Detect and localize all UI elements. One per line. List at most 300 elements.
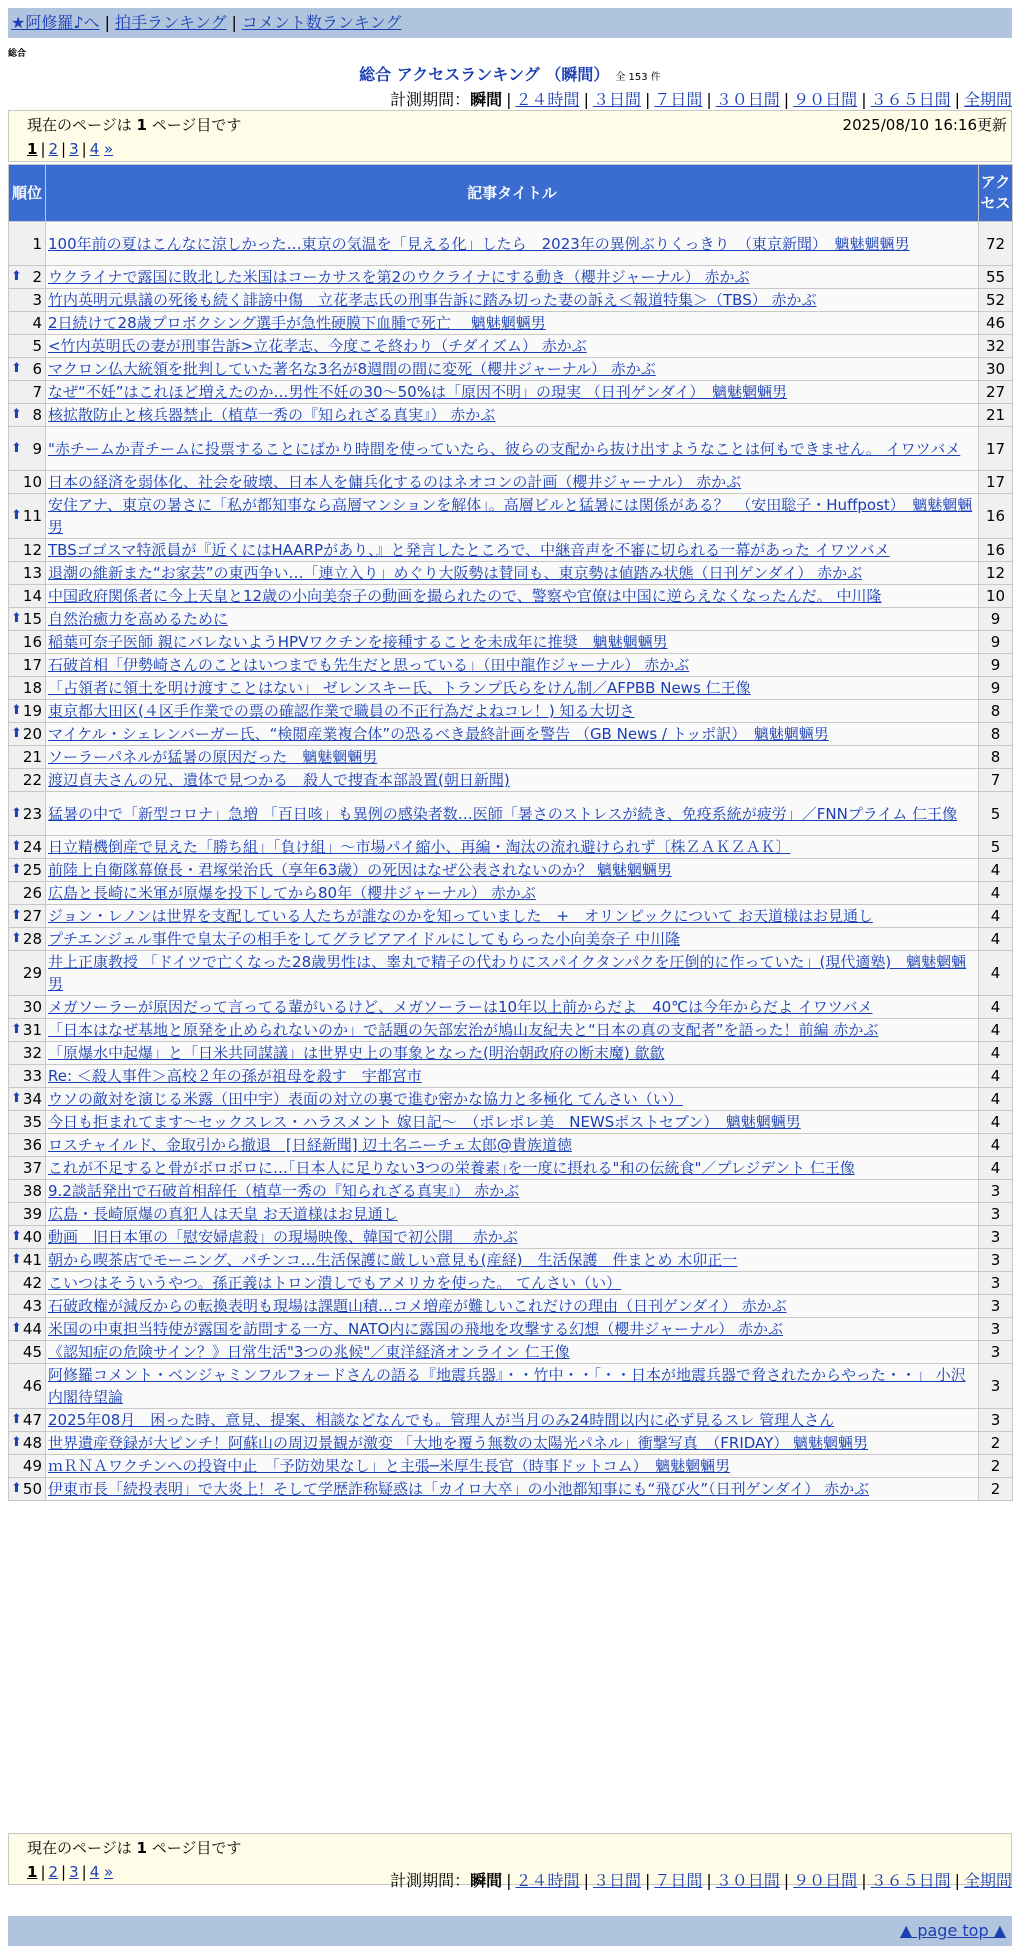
title-cell bbox=[46, 427, 979, 471]
ranking-table bbox=[8, 164, 1013, 1501]
rank-cell bbox=[9, 1318, 46, 1341]
page-link[interactable]: 4 bbox=[89, 1863, 100, 1881]
article-link[interactable]: こいつはそういうやつ。孫正義はトロン潰しでもアメリカを使った。 てんさい（い） bbox=[48, 1274, 622, 1292]
up-arrow-icon: ⬆ bbox=[11, 269, 22, 284]
current-page-number: 1 bbox=[136, 1839, 147, 1857]
pagination-separator: | bbox=[81, 1863, 87, 1881]
access-count: 55 bbox=[979, 266, 1013, 289]
title-cell bbox=[46, 882, 979, 905]
col-title-header: 記事タイトル bbox=[46, 165, 979, 222]
rank-number: 21 bbox=[22, 748, 42, 766]
access-count: 46 bbox=[979, 312, 1013, 335]
table-row bbox=[9, 792, 1013, 836]
article-link[interactable]: 動画 旧日本軍の「慰安婦虐殺」の現場映像、韓国で初公開 赤かぶ bbox=[48, 1228, 518, 1246]
rank-number: 1 bbox=[32, 234, 42, 253]
table-row bbox=[9, 677, 1013, 700]
period-separator: | bbox=[706, 1871, 712, 1890]
period-link[interactable]: ３６５日間 bbox=[870, 90, 951, 109]
title-cell bbox=[46, 358, 979, 381]
access-count: 4 bbox=[979, 1042, 1013, 1065]
title-cell bbox=[46, 1478, 979, 1501]
title-cell bbox=[46, 723, 979, 746]
up-arrow-icon: ⬆ bbox=[11, 1091, 22, 1106]
table-header-row bbox=[9, 165, 1013, 222]
rank-number: 3 bbox=[32, 291, 42, 309]
article-link[interactable]: 安住アナ、東京の暑さに「私が都知事なら高層マンションを解体」。高層ビルと猛暑には関係がある？ （安田聡子・Huffpost） 魑魅魍魎男 bbox=[48, 496, 973, 536]
table-row bbox=[9, 539, 1013, 562]
rank-number: 12 bbox=[22, 541, 42, 559]
rank-cell bbox=[9, 427, 46, 471]
access-count: 8 bbox=[979, 700, 1013, 723]
title-cell bbox=[46, 1226, 979, 1249]
table-row bbox=[9, 769, 1013, 792]
title-cell bbox=[46, 654, 979, 677]
article-link[interactable]: 「原爆水中起爆」と「日米共同謀議」は世界史上の事象となった(明治朝政府の断末魔) 歙歙 bbox=[48, 1044, 665, 1062]
period-link[interactable]: ３日間 bbox=[592, 1871, 641, 1890]
footer-bar bbox=[8, 1916, 1012, 1946]
access-count: 16 bbox=[979, 494, 1013, 539]
access-count: 3 bbox=[979, 1318, 1013, 1341]
top-nav-bar bbox=[8, 8, 1012, 38]
access-count: 9 bbox=[979, 654, 1013, 677]
title-cell bbox=[46, 494, 979, 539]
article-link[interactable]: 日立精機倒産で見えた「勝ち組」「負け組」～市場パイ縮小、再編・淘汰の流れ避けられず〔株ＺＡＫＺＡＫ〕 bbox=[48, 838, 791, 856]
article-link[interactable]: 渡辺貞夫さんの兄、遺体で見つかる 殺人で捜査本部設置(朝日新聞) bbox=[48, 771, 510, 789]
col-access-header: アクセス bbox=[979, 165, 1013, 222]
period-link[interactable]: ７日間 bbox=[654, 1871, 703, 1890]
article-link[interactable]: 100年前の夏はこんなに涼しかった…東京の気温を「見える化」したら 2023年の異例ぶりくっきり （東京新聞） 魑魅魍魎男 bbox=[48, 234, 910, 253]
period-separator: | bbox=[506, 90, 512, 109]
rank-number: 15 bbox=[22, 610, 42, 628]
table-row bbox=[9, 312, 1013, 335]
rank-number: 33 bbox=[22, 1067, 42, 1085]
period-link[interactable]: ７日間 bbox=[654, 90, 703, 109]
rank-number: 47 bbox=[22, 1411, 42, 1429]
article-link[interactable]: 阿修羅コメント・ベンジャミンフルフォードさんの語る『地震兵器』・・竹中・・「・・日本が地震兵器で脅されたからやった・・」 小沢内閣待望論 bbox=[48, 1366, 966, 1406]
article-link[interactable]: メガソーラーが原因だって言ってる輩がいるけど、メガソーラーは10年以上前からだよ 40℃は今年からだよ イワツバメ bbox=[48, 998, 873, 1016]
rank-number: 18 bbox=[22, 679, 42, 697]
table-row bbox=[9, 700, 1013, 723]
article-link[interactable]: 東京都大田区(４区手作業での票の確認作業で職員の不正行為だよねコレ！) 知る大切さ bbox=[48, 702, 635, 720]
table-row bbox=[9, 1180, 1013, 1203]
page-link[interactable]: 3 bbox=[69, 140, 79, 158]
access-count: 3 bbox=[979, 1180, 1013, 1203]
access-count: 9 bbox=[979, 608, 1013, 631]
up-arrow-icon: ⬆ bbox=[11, 703, 22, 718]
article-link[interactable]: 猛暑の中で「新型コロナ」急増 「百日咳」も異例の感染者数…医師「暑さのストレスが続き、免疫系統が疲労」／FNNプライム 仁王像 bbox=[48, 804, 958, 823]
rank-number: 32 bbox=[22, 1044, 42, 1062]
table-row bbox=[9, 1157, 1013, 1180]
access-count: 17 bbox=[979, 471, 1013, 494]
rank-number: 19 bbox=[22, 702, 42, 720]
table-row bbox=[9, 859, 1013, 882]
table-row bbox=[9, 1455, 1013, 1478]
article-link[interactable]: 石破政権が減反からの転換表明も現場は課題山積…コメ増産が難しいこれだけの理由（日刊ゲンダイ） 赤かぶ bbox=[48, 1297, 787, 1315]
pagination-separator: | bbox=[40, 1863, 46, 1881]
article-link[interactable]: 広島・長崎原爆の真犯人は天皇 お天道様はお見通し bbox=[48, 1205, 398, 1223]
current-page-post: ページ目です bbox=[146, 1839, 242, 1857]
period-separator: | bbox=[783, 1871, 790, 1890]
rank-cell bbox=[9, 1295, 46, 1318]
article-link[interactable]: 前陸上自衛隊幕僚長・君塚栄治氏（享年63歳）の死因はなぜ公表されないのか？ 魑魅魍魎男 bbox=[48, 861, 672, 879]
period-link[interactable]: ２４時間 bbox=[515, 1871, 580, 1890]
access-count: 5 bbox=[979, 792, 1013, 836]
period-link[interactable]: 全期間 bbox=[963, 1871, 1012, 1890]
current-page-pre: 現在のページは bbox=[27, 1839, 137, 1857]
article-link[interactable]: なぜ“不妊”はこれほど増えたのか…男性不妊の30～50%は「原因不明」の現実 （日刊ゲンダイ） 魑魅魍魎男 bbox=[48, 383, 788, 401]
rank-number: 37 bbox=[22, 1159, 42, 1177]
rank-cell bbox=[9, 381, 46, 404]
table-row bbox=[9, 381, 1013, 404]
pagination-separator: | bbox=[40, 140, 46, 158]
article-link[interactable]: 核拡散防止と核兵器禁止（植草一秀の『知られざる真実』） 赤かぶ bbox=[48, 406, 496, 424]
rank-cell bbox=[9, 1455, 46, 1478]
title-cell bbox=[46, 746, 979, 769]
article-link[interactable]: プチエンジェル事件で皇太子の相手をしてグラビアアイドルにしてもらった小向美奈子 中川隆 bbox=[48, 930, 681, 948]
article-link[interactable]: 中国政府関係者に今上天皇と12歳の小向美奈子の動画を撮られたので、警察や官僚は中国に逆らえなくなったんだ。 中川隆 bbox=[48, 587, 882, 605]
table-row bbox=[9, 1134, 1013, 1157]
rank-number: 5 bbox=[32, 337, 42, 355]
table-row bbox=[9, 494, 1013, 539]
up-arrow-icon: ⬆ bbox=[11, 508, 22, 523]
title-cell bbox=[46, 951, 979, 996]
rank-number: 8 bbox=[32, 406, 42, 424]
rank-cell bbox=[9, 996, 46, 1019]
article-link[interactable]: ウソの敵対を演じる米露（田中宇）表面の対立の裏で進む密かな協力と多極化 てんさい（い） bbox=[48, 1090, 683, 1108]
page-link[interactable]: 3 bbox=[69, 1863, 79, 1881]
article-link[interactable]: "赤チームか青チームに投票することにばかり時間を使っていたら、彼らの支配から抜け出すようなことは何もできません。 イワツバメ bbox=[48, 439, 961, 458]
rank-cell bbox=[9, 1249, 46, 1272]
table-row bbox=[9, 1019, 1013, 1042]
title-cell bbox=[46, 1364, 979, 1409]
period-label: 計測期間： bbox=[390, 1871, 471, 1890]
rank-cell bbox=[9, 700, 46, 723]
table-row bbox=[9, 222, 1013, 266]
rank-number: 40 bbox=[22, 1228, 42, 1246]
period-selector-top bbox=[390, 87, 1012, 110]
access-count: 4 bbox=[979, 1019, 1013, 1042]
access-count: 4 bbox=[979, 1134, 1013, 1157]
updated-time: 2025/08/10 16:16更新 bbox=[842, 116, 1007, 134]
table-row bbox=[9, 471, 1013, 494]
page-link-current[interactable]: 1 bbox=[27, 140, 38, 158]
page-link[interactable]: 2 bbox=[48, 1863, 59, 1881]
title-cell bbox=[46, 1341, 979, 1364]
category-label: 総合 bbox=[8, 49, 27, 59]
page-top-link[interactable]: ▲ page top ▲ bbox=[899, 1921, 1006, 1940]
title-cell bbox=[46, 928, 979, 951]
rank-number: 14 bbox=[22, 587, 42, 605]
period-separator: | bbox=[706, 90, 712, 109]
rank-cell bbox=[9, 1111, 46, 1134]
access-count: 12 bbox=[979, 562, 1013, 585]
page-info-top bbox=[8, 110, 1012, 162]
table-row bbox=[9, 1042, 1013, 1065]
article-link[interactable]: マクロン仏大統領を批判していた著名な3名が8週間の間に変死（櫻井ジャーナル） 赤かぶ bbox=[48, 360, 656, 378]
rank-number: 10 bbox=[22, 473, 42, 491]
up-arrow-icon: ⬆ bbox=[11, 611, 22, 626]
page-link-current[interactable]: 1 bbox=[27, 1863, 38, 1881]
rank-number: 31 bbox=[22, 1021, 42, 1039]
access-count: 2 bbox=[979, 1432, 1013, 1455]
rank-cell bbox=[9, 1157, 46, 1180]
article-link[interactable]: <竹内英明氏の妻が刑事告訴>立花孝志、今度こそ終わり（チダイズム） 赤かぶ bbox=[48, 337, 587, 355]
next-page-link[interactable]: » bbox=[104, 1863, 114, 1881]
page-link[interactable]: 4 bbox=[89, 140, 100, 158]
rank-cell bbox=[9, 677, 46, 700]
title-cell bbox=[46, 539, 979, 562]
rank-number: 25 bbox=[22, 861, 42, 879]
article-link[interactable]: 井上正康教授 「ドイツで亡くなった28歳男性は、睾丸で精子の代わりにスパイクタンパクを圧倒的に作っていた」(現代適塾) 魑魅魍魎男 bbox=[48, 953, 967, 993]
article-link[interactable]: ジョン・レノンは世界を支配している人たちが誰なのかを知っていました + オリンピックについて お天道様はお見通し bbox=[48, 907, 873, 925]
table-row bbox=[9, 1272, 1013, 1295]
title-cell bbox=[46, 266, 979, 289]
up-arrow-icon: ⬆ bbox=[11, 862, 22, 877]
rank-cell bbox=[9, 951, 46, 996]
rank-cell bbox=[9, 1065, 46, 1088]
access-count: 52 bbox=[979, 289, 1013, 312]
access-count: 3 bbox=[979, 1203, 1013, 1226]
access-count: 5 bbox=[979, 836, 1013, 859]
access-count: 4 bbox=[979, 1088, 1013, 1111]
rank-number: 44 bbox=[22, 1320, 42, 1338]
access-count: 4 bbox=[979, 905, 1013, 928]
title-cell bbox=[46, 677, 979, 700]
title-cell bbox=[46, 1065, 979, 1088]
rank-number: 28 bbox=[22, 930, 42, 948]
period-link[interactable]: ９０日間 bbox=[793, 90, 858, 109]
article-link[interactable]: 広島と長崎に米軍が原爆を投下してから80年（櫻井ジャーナル） 赤かぶ bbox=[48, 884, 536, 902]
article-link[interactable]: 石破首相「伊勢崎さんのことはいつまでも先生だと思っている」（田中龍作ジャーナル） 赤かぶ bbox=[48, 656, 690, 674]
article-link[interactable]: 《認知症の危険サイン？》日常生活"3つの兆候"／東洋経済オンライン 仁王像 bbox=[48, 1343, 570, 1361]
item-count: 全 153 件 bbox=[615, 72, 661, 83]
access-count: 16 bbox=[979, 539, 1013, 562]
up-arrow-icon: ⬆ bbox=[11, 361, 22, 376]
rank-cell bbox=[9, 1042, 46, 1065]
rank-cell bbox=[9, 882, 46, 905]
article-link[interactable]: ロスチャイルド、金取引から撤退 [日経新聞] 辺土名ニーチェ太郎@貴族道徳 bbox=[48, 1136, 572, 1154]
article-link[interactable]: 自然治癒力を高めるために bbox=[48, 610, 229, 628]
ranking-title-line bbox=[0, 62, 1020, 85]
rank-cell bbox=[9, 1134, 46, 1157]
period-link[interactable]: ３０日間 bbox=[715, 90, 780, 109]
rank-cell bbox=[9, 1478, 46, 1501]
rank-cell bbox=[9, 312, 46, 335]
up-arrow-icon: ⬆ bbox=[11, 839, 22, 854]
article-link[interactable]: 9.2談話発出で石破首相辞任（植草一秀の『知られざる真実』） 赤かぶ bbox=[48, 1182, 520, 1200]
title-cell bbox=[46, 1134, 979, 1157]
period-separator: | bbox=[644, 1871, 651, 1890]
title-cell bbox=[46, 631, 979, 654]
nav-separator: | bbox=[231, 13, 237, 32]
access-count: 3 bbox=[979, 1226, 1013, 1249]
access-count: 4 bbox=[979, 882, 1013, 905]
title-cell bbox=[46, 1111, 979, 1134]
access-count: 8 bbox=[979, 723, 1013, 746]
access-count: 9 bbox=[979, 677, 1013, 700]
current-page-text bbox=[27, 1836, 993, 1860]
rank-number: 50 bbox=[22, 1480, 42, 1498]
access-count: 17 bbox=[979, 427, 1013, 471]
title-cell bbox=[46, 585, 979, 608]
rank-cell bbox=[9, 404, 46, 427]
period-link[interactable]: ９０日間 bbox=[793, 1871, 858, 1890]
rank-cell bbox=[9, 1180, 46, 1203]
period-selector-bottom bbox=[390, 1868, 1012, 1891]
period-link[interactable]: ３６５日間 bbox=[870, 1871, 951, 1890]
article-link[interactable]: ソーラーパネルが猛暑の原因だった 魑魅魍魎男 bbox=[48, 748, 378, 766]
article-link[interactable]: 伊東市長「続投表明」で大炎上！そして学歴詐称疑惑は「カイロ大卒」の小池都知事にも“飛び火”（日刊ゲンダイ） 赤かぶ bbox=[48, 1480, 870, 1498]
col-rank-header: 順位 bbox=[9, 165, 46, 222]
table-row bbox=[9, 905, 1013, 928]
up-arrow-icon: ⬆ bbox=[11, 1022, 22, 1037]
access-count: 4 bbox=[979, 928, 1013, 951]
access-count: 30 bbox=[979, 358, 1013, 381]
article-link[interactable]: 「日本はなぜ基地と原発を止められないのか」で話題の矢部宏治が鳩山友紀夫と“日本の真の支配者”を語った！前編 赤かぶ bbox=[48, 1021, 879, 1039]
title-cell bbox=[46, 700, 979, 723]
title-cell bbox=[46, 1432, 979, 1455]
pagination-separator: | bbox=[61, 140, 67, 158]
current-page-pre: 現在のページは bbox=[27, 116, 137, 134]
period-separator: | bbox=[954, 1871, 960, 1890]
article-link[interactable]: 退潮の維新また“お家芸”の東西争い…「連立入り」めぐり大阪勢は賛同も、東京勢は値踏み状態（日刊ゲンダイ） 赤かぶ bbox=[48, 564, 863, 582]
access-count: 2 bbox=[979, 1478, 1013, 1501]
up-arrow-icon: ⬆ bbox=[11, 805, 22, 821]
access-count: 4 bbox=[979, 1157, 1013, 1180]
title-cell bbox=[46, 905, 979, 928]
access-count: 8 bbox=[979, 746, 1013, 769]
table-row bbox=[9, 585, 1013, 608]
article-link[interactable]: 今日も拒まれてます～セックスレス・ハラスメント 嫁日記～ （ポレポレ美 NEWSポストセブン） 魑魅魍魎男 bbox=[48, 1113, 801, 1131]
period-separator: | bbox=[954, 90, 960, 109]
article-link[interactable]: 「占領者に領土を明け渡すことはない」 ゼレンスキー氏、トランプ氏らをけん制／AFPBB News 仁王像 bbox=[48, 679, 751, 697]
rank-cell bbox=[9, 471, 46, 494]
table-row bbox=[9, 1341, 1013, 1364]
period-link[interactable]: 全期間 bbox=[963, 90, 1012, 109]
up-arrow-icon: ⬆ bbox=[11, 1321, 22, 1336]
rank-number: 41 bbox=[22, 1251, 42, 1269]
rank-cell bbox=[9, 1364, 46, 1409]
rank-number: 43 bbox=[22, 1297, 42, 1315]
title-cell bbox=[46, 859, 979, 882]
article-link[interactable]: 2025年08月 困った時、意見、提案、相談などなんでも。管理人が当月のみ24時間以内に必ず見るスレ 管理人さん bbox=[48, 1411, 835, 1429]
access-count: 10 bbox=[979, 585, 1013, 608]
up-arrow-icon: ⬆ bbox=[11, 407, 22, 422]
rank-cell bbox=[9, 654, 46, 677]
next-page-link[interactable]: » bbox=[104, 140, 114, 158]
title-cell bbox=[46, 1042, 979, 1065]
table-row bbox=[9, 928, 1013, 951]
rank-number: 36 bbox=[22, 1136, 42, 1154]
title-cell bbox=[46, 1019, 979, 1042]
article-link[interactable]: Re: ＜殺人事件＞高校２年の孫が祖母を殺す 宇都宮市 bbox=[48, 1067, 422, 1085]
table-row bbox=[9, 836, 1013, 859]
article-link[interactable]: 日本の経済を弱体化、社会を破壊、日本人を傭兵化するのはネオコンの計画（櫻井ジャーナル） 赤かぶ bbox=[48, 473, 742, 491]
table-row bbox=[9, 1249, 1013, 1272]
title-cell bbox=[46, 608, 979, 631]
article-link[interactable]: 2日続けて28歳プロボクシング選手が急性硬膜下血腫で死亡 魑魅魍魎男 bbox=[48, 314, 546, 332]
rank-cell bbox=[9, 1272, 46, 1295]
title-cell bbox=[46, 1157, 979, 1180]
article-link[interactable]: マイケル・シェレンバーガー氏、“検閲産業複合体”の恐るべき最終計画を警告 （GB News / トッポ訳） 魑魅魍魎男 bbox=[48, 725, 829, 743]
access-count: 72 bbox=[979, 222, 1013, 266]
home-link[interactable]: ★阿修羅♪へ bbox=[11, 13, 100, 32]
title-cell bbox=[46, 996, 979, 1019]
access-count: 4 bbox=[979, 1111, 1013, 1134]
access-count: 27 bbox=[979, 381, 1013, 404]
article-link[interactable]: 竹内英明元県議の死後も続く誹謗中傷 立花孝志氏の刑事告訴に踏み切った妻の訴え＜報道特集＞（TBS） 赤かぶ bbox=[48, 291, 817, 309]
article-link[interactable]: ｍＲＮＡワクチンへの投資中止 「予防効果なし」と主張─米厚生長官（時事ドットコム） 魑魅魍魎男 bbox=[48, 1457, 731, 1475]
title-cell bbox=[46, 381, 979, 404]
current-page-number: 1 bbox=[136, 116, 147, 134]
article-link[interactable]: 稲葉可奈子医師 親にバレないようHPVワクチンを接種することを未成年に推奨 魑魅魍魎男 bbox=[48, 633, 668, 651]
rank-number: 29 bbox=[22, 964, 42, 982]
up-arrow-icon: ⬆ bbox=[11, 1481, 22, 1496]
table-row bbox=[9, 562, 1013, 585]
rank-number: 26 bbox=[22, 884, 42, 902]
article-link[interactable]: 米国の中東担当特使が露国を訪問する一方、NATO内に露国の飛地を攻撃する幻想（櫻井ジャーナル） 赤かぶ bbox=[48, 1320, 784, 1338]
article-link[interactable]: ウクライナで露国に敗北した米国はコーカサスを第2のウクライナにする動き（櫻井ジャーナル） 赤かぶ bbox=[48, 268, 750, 286]
rank-cell bbox=[9, 792, 46, 836]
article-link[interactable]: TBSゴゴスマ特派員が『近くにはHAARPがあり、』と発言したところで、中継音声を不審に切られる一幕があった イワツバメ bbox=[48, 541, 890, 559]
period-link[interactable]: ２４時間 bbox=[515, 90, 580, 109]
pagination bbox=[27, 137, 993, 161]
page-link[interactable]: 2 bbox=[48, 140, 59, 158]
up-arrow-icon: ⬆ bbox=[11, 931, 22, 946]
comment-ranking-link[interactable]: コメント数ランキング bbox=[241, 13, 402, 32]
period-label: 計測期間： bbox=[390, 90, 471, 109]
table-row bbox=[9, 631, 1013, 654]
access-count: 3 bbox=[979, 1295, 1013, 1318]
table-row bbox=[9, 1295, 1013, 1318]
period-separator: | bbox=[783, 90, 790, 109]
rank-number: 4 bbox=[32, 314, 42, 332]
table-row bbox=[9, 654, 1013, 677]
period-link[interactable]: ３日間 bbox=[592, 90, 641, 109]
table-row bbox=[9, 882, 1013, 905]
rank-number: 45 bbox=[22, 1343, 42, 1361]
access-count: 3 bbox=[979, 1409, 1013, 1432]
clap-ranking-link[interactable]: 拍手ランキング bbox=[114, 13, 227, 32]
rank-cell bbox=[9, 608, 46, 631]
article-link[interactable]: これが不足すると骨がボロボロに…｢日本人に足りない3つの栄養素｣を一度に摂れる"和の伝統食"／プレジデント 仁王像 bbox=[48, 1159, 855, 1177]
rank-number: 17 bbox=[22, 656, 42, 674]
title-cell bbox=[46, 1088, 979, 1111]
rank-number: 23 bbox=[22, 804, 42, 823]
up-arrow-icon: ⬆ bbox=[11, 1229, 22, 1244]
article-link[interactable]: 世界遺産登録が大ピンチ！阿蘇山の周辺景観が激変 「大地を覆う無数の太陽光パネル」衝撃写真 （FRIDAY） 魑魅魍魎男 bbox=[48, 1434, 869, 1452]
article-link[interactable]: 朝から喫茶店でモーニング、パチンコ…生活保護に厳しい意見も(産経) 生活保護 件まとめ 木卯正一 bbox=[48, 1251, 738, 1269]
table-row bbox=[9, 266, 1013, 289]
rank-number: 38 bbox=[22, 1182, 42, 1200]
rank-number: 9 bbox=[32, 439, 42, 458]
title-cell bbox=[46, 1272, 979, 1295]
pagination-separator: | bbox=[61, 1863, 67, 1881]
period-separator: | bbox=[644, 90, 651, 109]
access-count: 4 bbox=[979, 996, 1013, 1019]
rank-number: 27 bbox=[22, 907, 42, 925]
rank-number: 7 bbox=[32, 383, 42, 401]
rank-number: 35 bbox=[22, 1113, 42, 1131]
current-page-post: ページ目です bbox=[146, 116, 242, 134]
rank-cell bbox=[9, 723, 46, 746]
period-link[interactable]: ３０日間 bbox=[715, 1871, 780, 1890]
rank-number: 11 bbox=[22, 507, 42, 525]
title-cell bbox=[46, 836, 979, 859]
table-row bbox=[9, 996, 1013, 1019]
rank-number: 13 bbox=[22, 564, 42, 582]
table-row bbox=[9, 1409, 1013, 1432]
